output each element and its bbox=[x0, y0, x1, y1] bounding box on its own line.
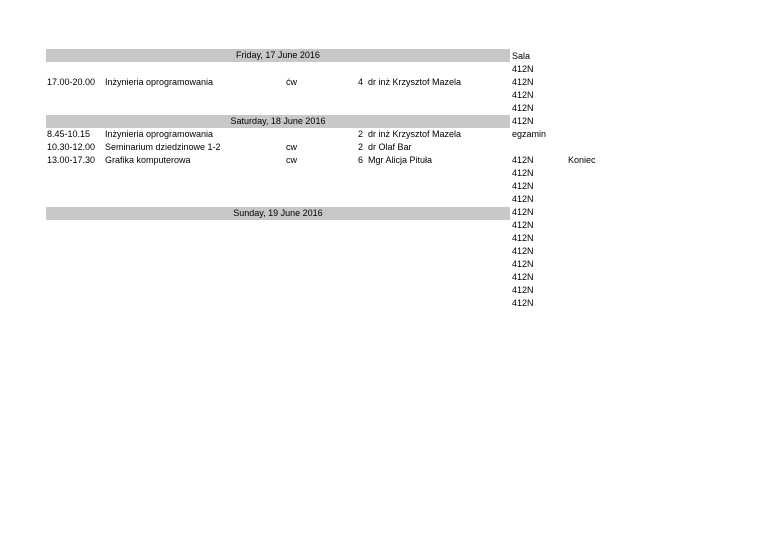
day-band-friday bbox=[46, 49, 510, 62]
session-hours: 6 bbox=[358, 155, 364, 165]
sala-cell: 412N bbox=[512, 90, 534, 100]
sala-cell: 412N bbox=[512, 168, 534, 178]
sala-cell: 412N bbox=[512, 233, 534, 243]
sala-cell: 412N bbox=[512, 259, 534, 269]
day-title: Friday, 17 June 2016 bbox=[236, 50, 320, 60]
session-hours: 4 bbox=[358, 77, 364, 87]
sala-cell: 412N bbox=[512, 194, 534, 204]
session-type: cw bbox=[286, 155, 297, 165]
session-time: 13.00-17.30 bbox=[47, 155, 96, 165]
session-time: 17.00-20.00 bbox=[47, 77, 96, 87]
sala-cell: 412N bbox=[512, 220, 534, 230]
session-subject: Inżynieria oprogramowania bbox=[105, 77, 214, 87]
sala-cell: 412N bbox=[512, 77, 534, 87]
session-type: cw bbox=[286, 142, 297, 152]
day-band-saturday bbox=[46, 115, 510, 128]
session-time: 10.30-12.00 bbox=[47, 142, 96, 152]
sala-cell: 412N bbox=[512, 64, 534, 74]
sala-cell: 412N bbox=[512, 285, 534, 295]
session-hours: 2 bbox=[358, 129, 364, 139]
sala-cell: 412N bbox=[512, 246, 534, 256]
session-subject: Inżynieria oprogramowania bbox=[105, 129, 214, 139]
day-title: Sunday, 19 June 2016 bbox=[233, 208, 323, 218]
session-subject: Grafika komputerowa bbox=[105, 155, 191, 165]
session-lecturer: dr inż Krzysztof Mazela bbox=[368, 129, 462, 139]
sala-cell: 412N bbox=[512, 155, 534, 165]
session-type: ćw bbox=[286, 77, 297, 87]
sala-cell: 412N bbox=[512, 103, 534, 113]
sala-cell: 412N bbox=[512, 116, 534, 126]
note-cell: Koniec bbox=[568, 155, 596, 165]
session-lecturer: dr inż Krzysztof Mazela bbox=[368, 77, 462, 87]
session-hours: 2 bbox=[358, 142, 364, 152]
session-lecturer: Mgr Alicja Pituła bbox=[368, 155, 433, 165]
sala-cell: 412N bbox=[512, 272, 534, 282]
session-subject: Seminarium dziedzinowe 1-2 bbox=[105, 142, 221, 152]
session-time: 8.45-10.15 bbox=[47, 129, 91, 139]
day-band-sunday bbox=[46, 207, 510, 220]
session-lecturer: dr Olaf Bar bbox=[368, 142, 412, 152]
sala-cell: Sala bbox=[512, 51, 531, 61]
day-title: Saturday, 18 June 2016 bbox=[230, 116, 326, 126]
sala-cell: 412N bbox=[512, 207, 534, 217]
sala-cell: egzamin bbox=[512, 129, 547, 139]
sala-cell: 412N bbox=[512, 181, 534, 191]
sala-cell: 412N bbox=[512, 298, 534, 308]
